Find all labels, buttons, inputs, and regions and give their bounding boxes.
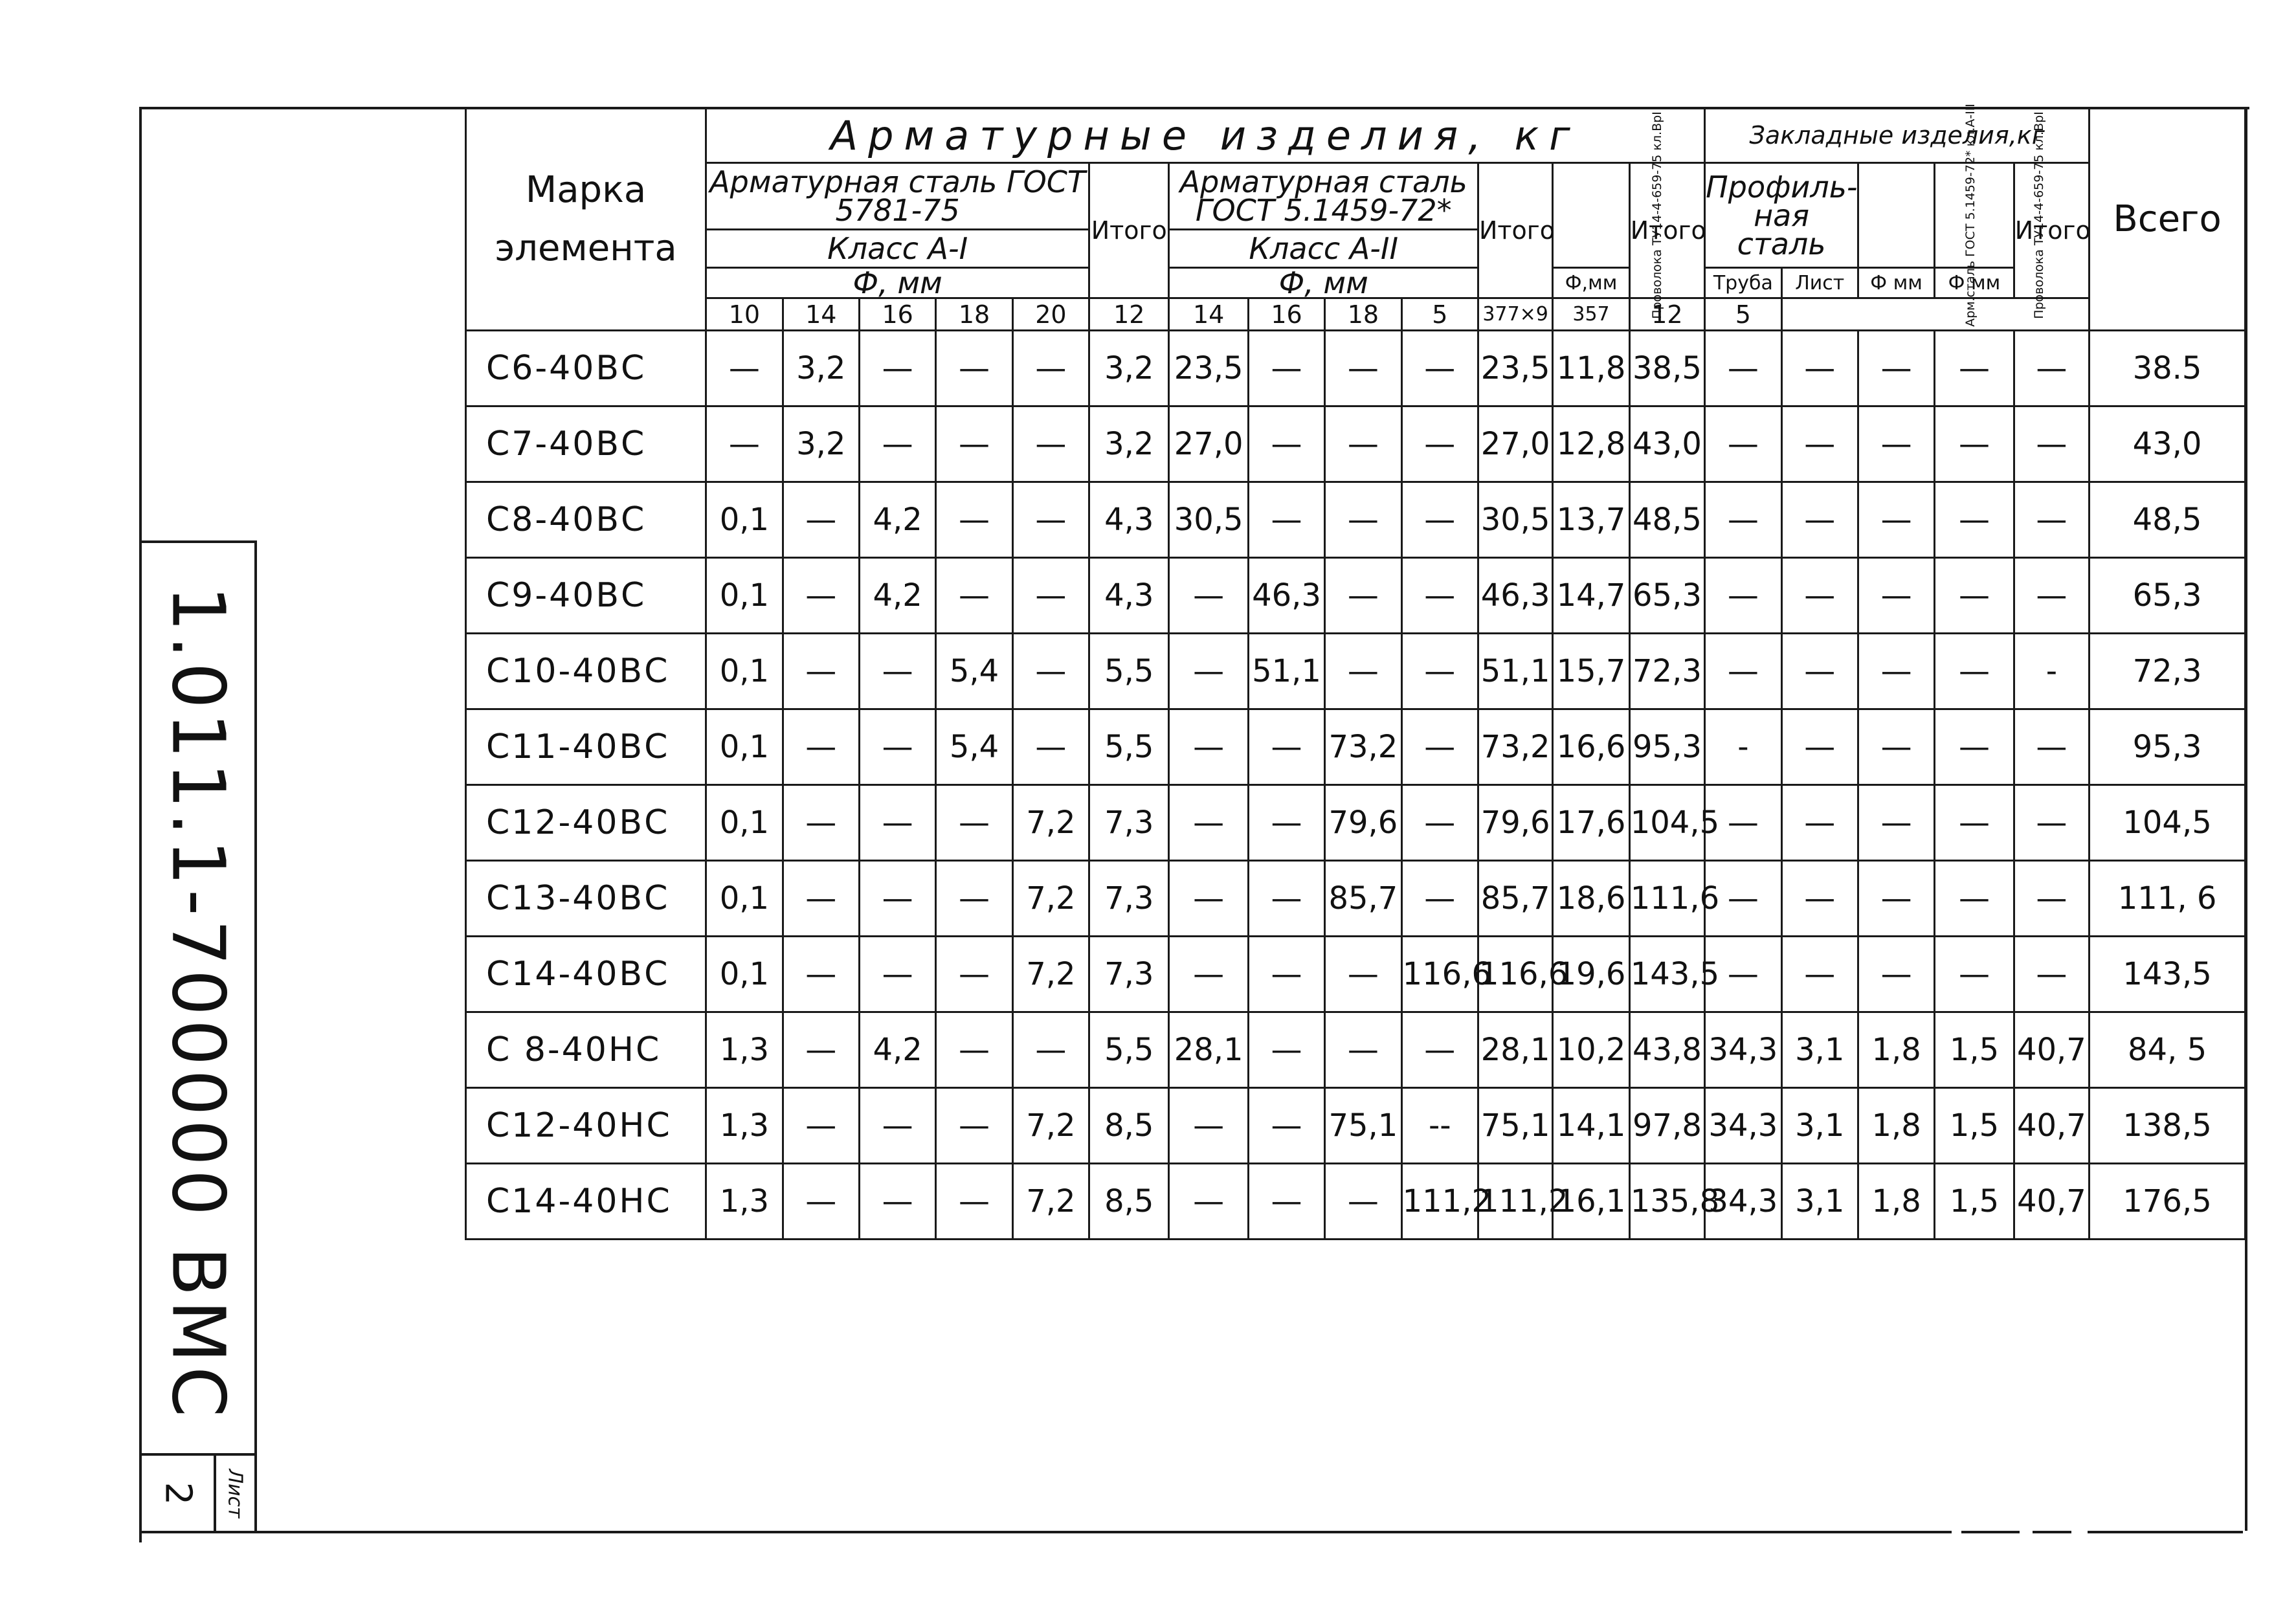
table-cell: 95,3 <box>2090 709 2246 785</box>
table-cell: 27,0 <box>1478 406 1552 482</box>
table-cell: — <box>1248 937 1324 1012</box>
table-cell: 23,5 <box>1169 331 1248 406</box>
table-cell: 4,3 <box>1089 482 1169 558</box>
table-cell: 0,1 <box>706 861 783 937</box>
table-cell: — <box>1325 558 1401 634</box>
table-row <box>466 1164 2246 1240</box>
document-code: 1.011.1-700000 ВМС <box>155 585 240 1421</box>
table-cell: — <box>1858 406 1934 482</box>
table-cell: 7,3 <box>1089 785 1169 861</box>
table-cell: 1,5 <box>1935 1012 2014 1088</box>
table-row <box>466 331 2246 406</box>
table-cell: — <box>1705 331 1781 406</box>
table-cell: 7,2 <box>1012 937 1089 1012</box>
table-cell: 30,5 <box>1169 482 1248 558</box>
table-cell: — <box>859 709 935 785</box>
table-cell: — <box>936 861 1012 937</box>
element-mark: С6-40ВС <box>466 331 706 406</box>
header-itogo-a2: Итого <box>1478 163 1552 298</box>
table-cell: — <box>1935 406 2014 482</box>
table-cell: 79,6 <box>1325 785 1401 861</box>
table-cell: 8,5 <box>1089 1164 1169 1240</box>
table-cell: 116,6 <box>1401 937 1478 1012</box>
table-cell: — <box>1401 1012 1478 1088</box>
sheet-label: Лист <box>224 1469 247 1518</box>
table-cell: 111, 6 <box>2090 861 2246 937</box>
table-cell: — <box>936 482 1012 558</box>
table-cell: — <box>783 482 859 558</box>
table-cell: — <box>2014 785 2089 861</box>
table-cell: — <box>1325 482 1401 558</box>
table-cell: 79,6 <box>1478 785 1552 861</box>
frame-bottom-dash <box>2088 1531 2243 1533</box>
header-wire-emb-size: 5 <box>1705 298 1781 331</box>
table-cell: — <box>783 1088 859 1164</box>
table-cell: — <box>1781 331 1858 406</box>
table-cell: 0,1 <box>706 634 783 709</box>
table-cell: — <box>1935 937 2014 1012</box>
table-cell: 12,8 <box>1553 406 1629 482</box>
header-d-a2: 12 <box>1089 298 1169 331</box>
header-itogo-a1: Итого <box>1089 163 1169 298</box>
table-cell: 3,2 <box>783 331 859 406</box>
table-cell: 1,3 <box>706 1012 783 1088</box>
table-cell: 116,6 <box>1478 937 1552 1012</box>
table-cell: 43,0 <box>1629 406 1704 482</box>
table-cell: — <box>1401 558 1478 634</box>
header-diam-a2: Ф, мм <box>1169 268 1478 298</box>
table-cell: — <box>1858 709 1934 785</box>
table-cell: 1,5 <box>1935 1164 2014 1240</box>
table-cell: 10,2 <box>1553 1012 1629 1088</box>
table-cell: 5,5 <box>1089 709 1169 785</box>
table-cell: 0,1 <box>706 482 783 558</box>
table-cell: 34,3 <box>1705 1012 1781 1088</box>
table-row <box>466 634 2246 709</box>
table-cell: — <box>2014 331 2089 406</box>
table-cell: — <box>1858 482 1934 558</box>
table-cell: — <box>1248 482 1324 558</box>
table-cell: 1,5 <box>1935 1088 2014 1164</box>
table-cell: — <box>859 937 935 1012</box>
table-cell: — <box>1705 482 1781 558</box>
table-cell: 7,2 <box>1012 785 1089 861</box>
table-cell: — <box>859 785 935 861</box>
table-cell: — <box>1248 1164 1324 1240</box>
table-cell: — <box>783 937 859 1012</box>
table-cell: 111,6 <box>1629 861 1704 937</box>
table-cell: — <box>936 406 1012 482</box>
table-cell: — <box>1248 1012 1324 1088</box>
table-row <box>466 482 2246 558</box>
table-cell: 3,2 <box>783 406 859 482</box>
table-cell: — <box>1858 861 1934 937</box>
table-cell: 0,1 <box>706 558 783 634</box>
table-row <box>466 1088 2246 1164</box>
table-cell: — <box>1935 785 2014 861</box>
table-cell: 4,2 <box>859 558 935 634</box>
table-cell: — <box>1935 861 2014 937</box>
table-cell: 48,5 <box>2090 482 2246 558</box>
table-cell: — <box>1781 634 1858 709</box>
header-class-a2: Класс А-II <box>1169 230 1478 268</box>
table-cell: 28,1 <box>1169 1012 1248 1088</box>
table-cell: 14,1 <box>1553 1088 1629 1164</box>
table-cell: — <box>1858 937 1934 1012</box>
table-cell: 65,3 <box>2090 558 2246 634</box>
table-cell: — <box>1781 937 1858 1012</box>
table-cell: — <box>1705 634 1781 709</box>
table-cell: 13,7 <box>1553 482 1629 558</box>
table-cell: 176,5 <box>2090 1164 2246 1240</box>
table-cell: 43,8 <box>1629 1012 1704 1088</box>
sheet-number: 2 <box>157 1482 199 1506</box>
table-cell: 5,5 <box>1089 1012 1169 1088</box>
table-cell: 23,5 <box>1478 331 1552 406</box>
table-cell: — <box>1705 558 1781 634</box>
table-cell: - <box>1705 709 1781 785</box>
header-wire-size: 5 <box>1401 298 1478 331</box>
table-cell: — <box>1248 331 1324 406</box>
table-cell: — <box>936 785 1012 861</box>
table-cell: — <box>1781 482 1858 558</box>
table-cell: — <box>1248 406 1324 482</box>
table-cell: — <box>1169 861 1248 937</box>
table-cell: — <box>1858 558 1934 634</box>
header-embedded: Закладные изделия,кг <box>1705 108 2090 163</box>
frame-bottom-dash <box>2033 1531 2071 1533</box>
table-cell: — <box>1012 406 1089 482</box>
table-cell: 38.5 <box>2090 331 2246 406</box>
table-cell: — <box>1781 861 1858 937</box>
header-d-a2: 18 <box>1325 298 1401 331</box>
table-cell: — <box>706 331 783 406</box>
header-sheet: Лист <box>1781 268 1858 298</box>
table-cell: 95,3 <box>1629 709 1704 785</box>
table-cell: — <box>1169 1164 1248 1240</box>
table-cell: 7,2 <box>1012 1088 1089 1164</box>
table-cell: — <box>1325 1012 1401 1088</box>
table-cell: — <box>859 406 935 482</box>
table-cell: 1,8 <box>1858 1088 1934 1164</box>
header-d-a1: 14 <box>783 298 859 331</box>
table-row <box>466 937 2246 1012</box>
table-cell: — <box>1935 331 2014 406</box>
table-cell: — <box>1248 861 1324 937</box>
table-body <box>466 331 2246 1240</box>
table-cell: — <box>1325 1164 1401 1240</box>
header-emb-diam-size: 12 <box>1629 298 1704 331</box>
table-cell: — <box>706 406 783 482</box>
header-wire-emb: Проволока ТУ14-4-659-75 кл.ВрI <box>1935 163 2014 268</box>
table-cell: — <box>783 1012 859 1088</box>
header-wire: Проволока ТУ14-4-659-75 кл.ВрI <box>1553 163 1629 268</box>
table-cell: — <box>1169 634 1248 709</box>
element-mark: С7-40ВС <box>466 406 706 482</box>
table-cell: — <box>2014 861 2089 937</box>
table-cell: — <box>1858 785 1934 861</box>
header-d-a1: 16 <box>859 298 935 331</box>
table-cell: — <box>1248 785 1324 861</box>
table-cell: 84, 5 <box>2090 1012 2246 1088</box>
element-mark: С10-40ВС <box>466 634 706 709</box>
table-cell: 14,7 <box>1553 558 1629 634</box>
table-cell: 0,1 <box>706 709 783 785</box>
table-cell: — <box>1325 634 1401 709</box>
table-cell: - <box>2014 634 2089 709</box>
table-cell: — <box>1401 861 1478 937</box>
table-cell: 75,1 <box>1478 1088 1552 1164</box>
table-cell: 97,8 <box>1629 1088 1704 1164</box>
element-mark: С14-40НС <box>466 1164 706 1240</box>
table-row <box>466 785 2246 861</box>
table-cell: — <box>936 1012 1012 1088</box>
table-cell: — <box>1012 1012 1089 1088</box>
table-cell: 43,0 <box>2090 406 2246 482</box>
table-cell: — <box>1012 482 1089 558</box>
frame-bottom-dash <box>1961 1531 2020 1533</box>
table-cell: 51,1 <box>1478 634 1552 709</box>
table-cell: — <box>1781 558 1858 634</box>
table-cell: — <box>1705 937 1781 1012</box>
table-cell: 143,5 <box>1629 937 1704 1012</box>
table-cell: 72,3 <box>2090 634 2246 709</box>
table-row <box>466 709 2246 785</box>
table-cell: 34,3 <box>1705 1164 1781 1240</box>
header-sheet-size: 357 <box>1553 298 1629 331</box>
header-class-a1: Класс А-I <box>706 230 1089 268</box>
table-cell: 5,5 <box>1089 634 1169 709</box>
table-cell: 104,5 <box>2090 785 2246 861</box>
header-reinforcement: Арматурные изделия, кг <box>706 108 1705 163</box>
table-row <box>466 1012 2246 1088</box>
table-cell: — <box>936 558 1012 634</box>
table-cell: — <box>783 709 859 785</box>
table-cell: 38,5 <box>1629 331 1704 406</box>
table-cell: — <box>1401 785 1478 861</box>
table-cell: — <box>1935 482 2014 558</box>
table-cell: 4,2 <box>859 1012 935 1088</box>
table-cell: 48,5 <box>1629 482 1704 558</box>
table-cell: 16,1 <box>1553 1164 1629 1240</box>
table-cell: — <box>1169 709 1248 785</box>
table-cell: — <box>1705 785 1781 861</box>
table-cell: — <box>1169 937 1248 1012</box>
header-wire-emb-diam: Ф мм <box>1935 268 2014 298</box>
table-cell: — <box>1935 634 2014 709</box>
header-pipe: Труба <box>1705 268 1781 298</box>
table-cell: 111,2 <box>1401 1164 1478 1240</box>
header-steel-a1: Арматурная сталь ГОСТ 5781-75 <box>706 163 1089 230</box>
element-mark: С14-40ВС <box>466 937 706 1012</box>
table-cell: — <box>1012 558 1089 634</box>
table-cell: 46,3 <box>1478 558 1552 634</box>
table-cell: — <box>1935 709 2014 785</box>
table-cell: 3,2 <box>1089 331 1169 406</box>
header-itogo-emb: Итого <box>2014 163 2089 298</box>
table-cell: — <box>1325 406 1401 482</box>
table-cell: 15,7 <box>1553 634 1629 709</box>
table-cell: 11,8 <box>1553 331 1629 406</box>
header-d-a2: 16 <box>1248 298 1324 331</box>
table-row <box>466 558 2246 634</box>
table-cell: 85,7 <box>1478 861 1552 937</box>
table-cell: 4,2 <box>859 482 935 558</box>
table-cell: 3,1 <box>1781 1088 1858 1164</box>
table-cell: 1,3 <box>706 1164 783 1240</box>
element-mark: С12-40ВС <box>466 785 706 861</box>
header-steel-a2: Арматурная сталь ГОСТ 5.1459-72* <box>1169 163 1478 230</box>
header-wire-diam: Ф,мм <box>1553 268 1629 298</box>
table-cell: 1,8 <box>1858 1164 1934 1240</box>
table-cell: — <box>783 785 859 861</box>
table-cell: — <box>2014 406 2089 482</box>
table-cell: — <box>859 634 935 709</box>
table-cell: 7,3 <box>1089 937 1169 1012</box>
table-cell: 4,3 <box>1089 558 1169 634</box>
table-cell: 7,2 <box>1012 861 1089 937</box>
table-cell: — <box>936 937 1012 1012</box>
table-cell: 0,1 <box>706 937 783 1012</box>
table-cell: — <box>783 1164 859 1240</box>
table-cell: — <box>1248 709 1324 785</box>
table-cell: 111,2 <box>1478 1164 1552 1240</box>
table-cell: -- <box>1401 1088 1478 1164</box>
table-cell: 1,3 <box>706 1088 783 1164</box>
table-cell: — <box>1012 709 1089 785</box>
table-cell: 65,3 <box>1629 558 1704 634</box>
table-cell: 40,7 <box>2014 1012 2089 1088</box>
table-cell: 135,8 <box>1629 1164 1704 1240</box>
table-cell: 40,7 <box>2014 1088 2089 1164</box>
table-cell: — <box>1401 634 1478 709</box>
table-cell: — <box>1169 558 1248 634</box>
table-cell: — <box>1325 937 1401 1012</box>
table-cell: 72,3 <box>1629 634 1704 709</box>
table-cell: — <box>1858 331 1934 406</box>
table-cell: 73,2 <box>1478 709 1552 785</box>
table-cell: — <box>1169 1088 1248 1164</box>
table-cell: 3,1 <box>1781 1012 1858 1088</box>
table-cell: 40,7 <box>2014 1164 2089 1240</box>
table-cell: — <box>1781 709 1858 785</box>
table-cell: — <box>1401 331 1478 406</box>
header-itogo-reinf: Итого <box>1629 163 1704 298</box>
table-cell: — <box>783 634 859 709</box>
table-cell: — <box>1401 482 1478 558</box>
header-arm-steel-emb: Арм.сталь ГОСТ 5.1459-72* кл.А-III <box>1858 163 1934 268</box>
header-mark: Марка элемента <box>466 108 706 331</box>
table-cell: — <box>859 1164 935 1240</box>
table-cell: — <box>1705 861 1781 937</box>
table-row <box>466 861 2246 937</box>
table-cell: 19,6 <box>1553 937 1629 1012</box>
frame-bottom-edge <box>139 1531 1952 1533</box>
header-pipe-size: 377×9 <box>1478 298 1552 331</box>
element-mark: С11-40ВС <box>466 709 706 785</box>
table-cell: 104,5 <box>1629 785 1704 861</box>
table-cell: 3,2 <box>1089 406 1169 482</box>
table-cell: — <box>2014 558 2089 634</box>
table-cell: 143,5 <box>2090 937 2246 1012</box>
table-row <box>466 406 2246 482</box>
table-cell: 5,4 <box>936 634 1012 709</box>
header-d-a1: 10 <box>706 298 783 331</box>
header-d-a2: 14 <box>1169 298 1248 331</box>
table-cell: — <box>1935 558 2014 634</box>
table-cell: — <box>936 1164 1012 1240</box>
header-total-all: Всего <box>2090 108 2246 331</box>
table-cell: 18,6 <box>1553 861 1629 937</box>
table-cell: — <box>2014 937 2089 1012</box>
table-cell: — <box>1248 1088 1324 1164</box>
header-emb-diam: Ф мм <box>1858 268 1934 298</box>
table-cell: 8,5 <box>1089 1088 1169 1164</box>
table-cell: 46,3 <box>1248 558 1324 634</box>
table-cell: — <box>2014 709 2089 785</box>
table-cell: — <box>936 1088 1012 1164</box>
element-mark: С 8-40НС <box>466 1012 706 1088</box>
table-cell: — <box>1781 785 1858 861</box>
table-cell: 17,6 <box>1553 785 1629 861</box>
table-cell: — <box>1012 331 1089 406</box>
header-diam-a1: Ф, мм <box>706 268 1089 298</box>
table-cell: — <box>859 331 935 406</box>
table-cell: — <box>1781 406 1858 482</box>
table-cell: 75,1 <box>1325 1088 1401 1164</box>
table-cell: 30,5 <box>1478 482 1552 558</box>
element-mark: С9-40ВС <box>466 558 706 634</box>
table-cell: — <box>1858 634 1934 709</box>
element-mark: С8-40ВС <box>466 482 706 558</box>
table-cell: 7,2 <box>1012 1164 1089 1240</box>
table-cell: — <box>2014 482 2089 558</box>
table-cell: 27,0 <box>1169 406 1248 482</box>
header-d-a1: 20 <box>1012 298 1089 331</box>
table-cell: 28,1 <box>1478 1012 1552 1088</box>
header-profile-steel: Профиль-ная сталь <box>1705 163 1858 268</box>
table-cell: 85,7 <box>1325 861 1401 937</box>
table-cell: 3,1 <box>1781 1164 1858 1240</box>
table-cell: — <box>783 558 859 634</box>
header-d-a1: 18 <box>936 298 1012 331</box>
table-cell: 51,1 <box>1248 634 1324 709</box>
table-cell: 34,3 <box>1705 1088 1781 1164</box>
table-cell: 1,8 <box>1858 1012 1934 1088</box>
table-cell: 138,5 <box>2090 1088 2246 1164</box>
table-cell: 16,6 <box>1553 709 1629 785</box>
table-cell: — <box>859 1088 935 1164</box>
table-cell: 0,1 <box>706 785 783 861</box>
table-cell: — <box>1325 331 1401 406</box>
element-mark: С12-40НС <box>466 1088 706 1164</box>
specification-table <box>465 104 2246 1240</box>
table-cell: 5,4 <box>936 709 1012 785</box>
table-cell: — <box>1401 709 1478 785</box>
table-cell: — <box>859 861 935 937</box>
element-mark: С13-40ВС <box>466 861 706 937</box>
table-cell: — <box>1012 634 1089 709</box>
table-cell: — <box>1401 406 1478 482</box>
table-cell: 7,3 <box>1089 861 1169 937</box>
table-cell: — <box>936 331 1012 406</box>
table-cell: — <box>1705 406 1781 482</box>
table-cell: — <box>1169 785 1248 861</box>
table-cell: — <box>783 861 859 937</box>
table-cell: 73,2 <box>1325 709 1401 785</box>
